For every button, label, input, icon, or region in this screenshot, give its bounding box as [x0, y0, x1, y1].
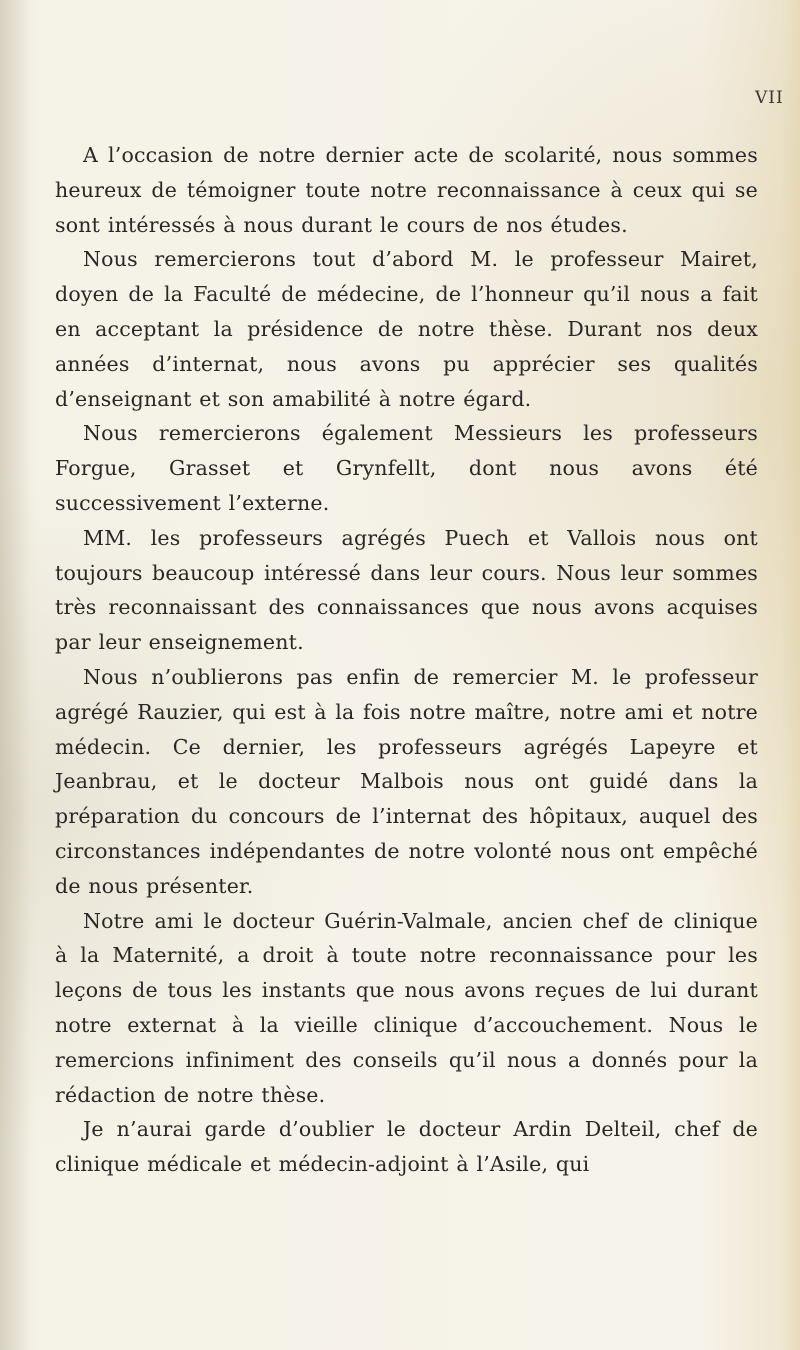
page-edge-shadow: [0, 0, 30, 1350]
paragraph-1: A l’occasion de notre dernier acte de scolarité, nous sommes heureux de témoigner toute notre reconnaissance à ceux qui se sont intéressés à nous durant le cours de nos études.: [55, 143, 758, 237]
paragraph-7: Je n’aurai garde d’oublier le docteur Ardin Delteil, chef de clinique médicale et médecin-adjoint à l’Asile, qui: [55, 1117, 758, 1177]
paragraph-2: Nous remercierons tout d’abord M. le professeur Mairet, doyen de la Faculté de médecine, de l’honneur qu’il nous a fait en acceptant la présidence de notre thèse. Durant nos deux années d’internat, nous avons pu apprécier ses qualités d’enseignant et son amabilité à notre égard.: [55, 247, 758, 411]
paragraph-6: Notre ami le docteur Guérin-Valmale, ancien chef de clinique à la Maternité, a droit à toute notre reconnaissance pour les leçons de tous les instants que nous avons reçues de lui durant notre externat à la vieille clinique d’accouchement. Nous le remercions infiniment des conseils qu’il nous a donnés pour la rédaction de notre thèse.: [55, 908, 758, 1107]
body-text: [55, 138, 758, 1182]
page-number: VII: [755, 88, 784, 108]
paragraph-5: Nous n’oublierons pas enfin de remercier M. le professeur agrégé Rauzier, qui est à la fois notre maître, notre ami et notre médecin. Ce dernier, les professeurs agrégés Lapeyre et Jeanbrau, et le docteur Malbois nous ont guidé dans la préparation du concours de l’internat des hôpitaux, auquel des circonstances indépendantes de notre volonté nous ont empêché de nous présenter.: [55, 664, 758, 898]
paragraph-4: MM. les professeurs agrégés Puech et Vallois nous ont toujours beaucoup intéressé dans leur cours. Nous leur sommes très reconnaissant des connaissances que nous avons acquises par leur enseignement.: [55, 525, 758, 655]
paragraph-3: Nous remercierons également Messieurs les professeurs Forgue, Grasset et Grynfellt, dont nous avons été successivement l’externe.: [55, 421, 758, 515]
